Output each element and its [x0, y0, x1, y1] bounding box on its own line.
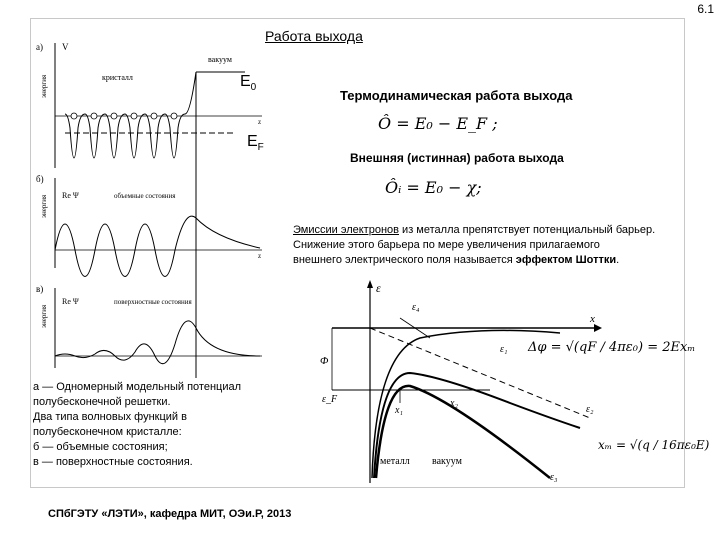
- schottky-formula-1: Δφ = √(qF / 4πε₀) = 2Exₘ: [528, 340, 696, 355]
- slide-number: 6.1: [697, 2, 714, 16]
- x1-label: x₁: [395, 405, 403, 416]
- e1-label: ε₁: [500, 344, 508, 355]
- emission-link[interactable]: Эмиссии электронов: [293, 224, 399, 236]
- schottky-diagram: [310, 278, 610, 488]
- vacuum-label: вакуум: [208, 55, 232, 64]
- panel-b-caption: объемные состояния: [114, 192, 176, 200]
- vacuum-region-label: вакуум: [432, 456, 462, 467]
- slide-title: Работа выхода: [265, 28, 363, 44]
- schottky-paragraph: Эмиссии электронов из металла препятствует потенциальный барьер. Снижение этого барьера по мере увеличения прилагаемого внешнего электрического поля называется эффектом Шоттки.: [293, 224, 656, 266]
- thermo-formula: Ô = E₀ − E_F ;: [378, 114, 498, 133]
- panel-c-energy-label: энергия: [40, 304, 48, 328]
- e4-label: ε₄: [412, 302, 420, 313]
- panel-c-re-psi: Re Ψ: [62, 297, 79, 306]
- panel-c-label: в): [36, 284, 44, 294]
- e2-label: ε₂: [586, 404, 594, 415]
- phi-label: Φ: [320, 355, 329, 367]
- x2-label: x₂: [450, 398, 458, 409]
- ef-label: $E_F$: [247, 133, 264, 154]
- panel-a-energy-label: энергия: [40, 74, 48, 98]
- schottky-formula-2: xₘ = √(q / 16πε₀E): [598, 438, 710, 452]
- thermo-heading: Термодинамическая работа выхода: [340, 88, 573, 103]
- crystal-label: кристалл: [102, 73, 133, 82]
- panel-b-re-psi: Re Ψ: [62, 191, 79, 200]
- surface-state-wave: [55, 321, 260, 364]
- metal-label: металл: [380, 456, 410, 467]
- schottky-e-label: ε: [376, 281, 381, 295]
- e3-label: ε₃: [550, 472, 558, 483]
- panel-b-label: б): [36, 174, 44, 184]
- e0-label: $E_0$: [240, 73, 257, 94]
- panel-b-x-label: z: [258, 252, 262, 260]
- footer: СПбГЭТУ «ЛЭТИ», кафедра МИТ, ОЭи.Р, 2013: [48, 508, 292, 520]
- eps-f-label: ε_F: [322, 394, 338, 405]
- panel-a-label: а): [36, 42, 43, 52]
- bulk-state-wave: [55, 216, 260, 276]
- external-formula: Ôᵢ = E₀ − χ;: [385, 178, 482, 197]
- schottky-x-label: x: [590, 313, 595, 325]
- panel-b-energy-label: энергия: [40, 194, 48, 218]
- panel-a-x-label: z: [258, 118, 262, 126]
- panel-c-caption: поверхностные состояния: [114, 298, 192, 306]
- external-heading: Внешняя (истинная) работа выхода: [350, 151, 564, 165]
- figure-legend: а — Одномерный модельный потенциал полубесконечной решетки. Два типа волновых функций в полубесконечном кристалле: б — объемные состояния; в — поверхностные состояния.: [33, 381, 241, 468]
- panel-a-axis-v: V: [62, 42, 69, 52]
